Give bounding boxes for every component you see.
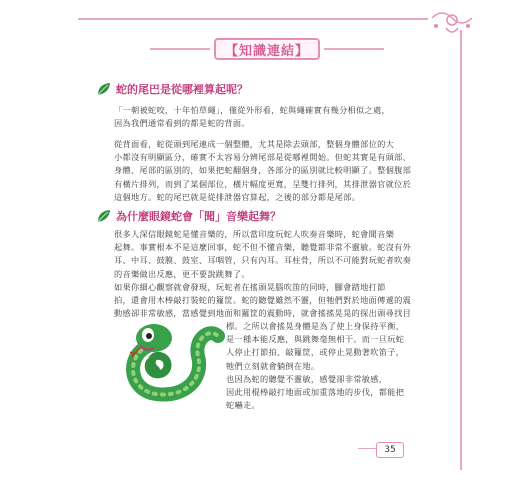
text-line: 因此用棍棒敲打地面或加重落地的步伐，都能把 — [226, 387, 405, 398]
leaf-icon — [96, 82, 112, 96]
question-title-2: 為什麼眼鏡蛇會「聞」音樂起舞？ — [116, 210, 281, 223]
title-bar-right — [324, 48, 384, 50]
text-line: 這個地方。蛇的尾巴就是從排泄器官算起，之後的部分都是尾部。 — [114, 191, 361, 202]
text-line: 有橫片排列，而到了某個部位，橫片幅度更寬，呈雙行排列，其排泄器官就位於 — [114, 178, 412, 189]
paragraph-q1-body — [114, 138, 414, 204]
question-heading-1 — [96, 80, 248, 98]
text-line: 標。之所以會搖晃身體是為了使上身保持平衡， — [226, 321, 405, 331]
text-line: 小都沒有明顯區分，確實不太容易分辨尾部是從哪裡開始。但蛇其實是有頭部、 — [114, 152, 412, 163]
snake-illustration — [118, 308, 226, 408]
text-line: 蛇嚇走。 — [226, 400, 260, 411]
leaf-icon — [96, 209, 112, 223]
title-bar-left — [150, 48, 210, 50]
corner-ornament-icon — [428, 6, 476, 38]
text-line: 耳、中耳、鼓膜、鼓室、耳咽管，只有內耳。耳柱骨，所以不可能對玩蛇者吹奏 — [114, 255, 412, 266]
paragraph-q1-intro — [114, 104, 414, 130]
text-line: 「一朝被蛇咬，十年怕草繩」，僅從外形看，蛇與繩確實有幾分相似之處， — [114, 105, 390, 115]
text-line: 因為我們通常看到的都是蛇的背面。 — [114, 118, 250, 129]
text-line: 是一種本能反應，與跳舞毫無相干。而一旦玩蛇 — [226, 334, 405, 345]
section-title — [214, 38, 320, 60]
text-line: 如果你細心觀察就會發現，玩蛇者在搖頭晃腦吹笛的同時，腳會踏地打節 — [114, 281, 386, 292]
text-line: 也因為蛇的聽覺不靈敏，感覺卻非常敏感， — [226, 373, 388, 384]
text-line: 拍，還會用木棒敲打裝蛇的籮筐。蛇的聽覺雖然不靈，但牠們對於地面傳遞的震 — [114, 295, 412, 306]
text-line: 起舞。事實根本不是這麼回事，蛇不但不懂音樂，聽覺都非常不靈敏。蛇沒有外 — [114, 242, 412, 253]
text-line: 動感卻非常敏感，當感覺到地面和籮筐的震動時，就會搖搖晃晃的探出頭尋找目 — [114, 308, 412, 319]
section-title-text: 【知識連結】 — [224, 44, 309, 59]
text-line: 的音樂做出反應，更不要說跳舞了。 — [114, 268, 250, 279]
page-number: 35 — [376, 442, 404, 458]
paragraph-q2-body — [114, 228, 414, 320]
right-border-line — [460, 30, 462, 470]
text-line: 人停止打節拍、敲籮筐，或停止晃動著吹笛子， — [226, 347, 405, 358]
text-line: 從背面看，蛇從頭到尾連成一個整體，尤其是除去頭部，整個身體部位的大 — [114, 139, 395, 149]
question-title-1: 蛇的尾巴是從哪裡算起呢？ — [116, 83, 248, 96]
top-border-line — [78, 18, 428, 20]
footer-line — [358, 448, 376, 449]
text-line: 很多人深信眼鏡蛇是懂音樂的，所以當印度玩蛇人吹奏音樂時，蛇會聞音樂 — [114, 229, 395, 239]
question-heading-2 — [96, 207, 281, 225]
text-line: 身體、尾部的區別的，如果把蛇翻個身，各部分的區別就比較明顯了。整個腹部 — [114, 165, 412, 176]
paragraph-q2-wrap — [226, 320, 418, 412]
text-line: 牠們立刻就會躺倒在地。 — [226, 360, 320, 371]
